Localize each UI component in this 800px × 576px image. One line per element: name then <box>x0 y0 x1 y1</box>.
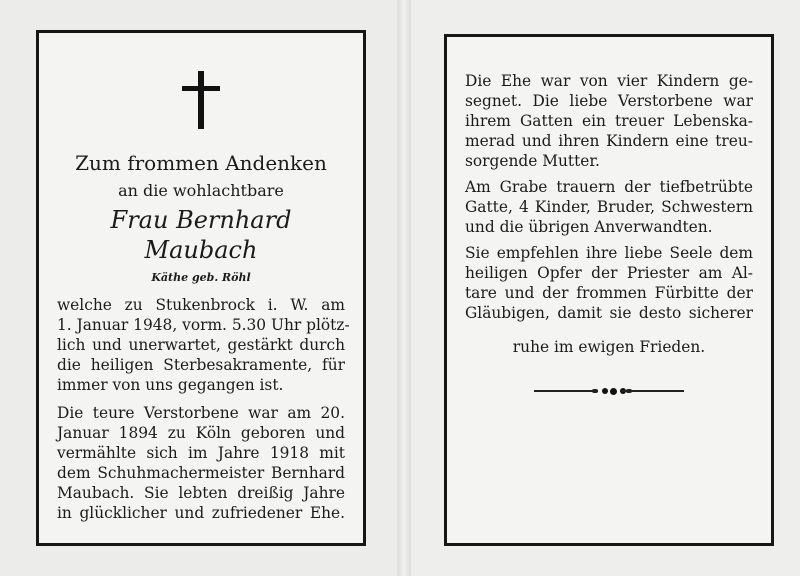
text-line: ihrem Gatten ein treuer Lebenska- <box>465 112 753 130</box>
closing-line: ruhe im ewigen Frieden. <box>512 338 706 356</box>
text-line: vermählte sich im Jahre 1918 mit <box>57 444 345 462</box>
text-line: immer von uns gegangen ist. <box>57 376 284 394</box>
ornament-divider <box>534 387 684 395</box>
text-line: welche zu Stukenbrock i. W. am <box>57 296 345 314</box>
text-line: sorgende Mutter. <box>465 152 600 170</box>
text-line: dem Schuhmachermeister Bernhard <box>57 464 345 482</box>
left-card-content <box>57 151 350 523</box>
biography-paragraph <box>57 403 345 523</box>
cross-icon <box>182 71 220 129</box>
text-line: Januar 1894 zu Köln geboren und <box>57 424 345 442</box>
card-fold <box>397 0 411 576</box>
birth-name: Käthe geb. Röhl <box>151 271 251 284</box>
text-line: lich und unerwartet, gestärkt durch <box>57 336 345 354</box>
mourners-paragraph <box>465 177 753 237</box>
text-line: Gläubigen, damit sie desto sicherer <box>465 304 753 322</box>
text-line: merad und ihren Kindern eine treu- <box>465 132 753 150</box>
right-card-content <box>465 71 753 357</box>
text-line: segnet. Die liebe Verstorbene war <box>465 92 753 110</box>
text-line: Maubach. Sie lebten dreißig Jahre <box>57 484 345 502</box>
text-line: tare und der frommen Fürbitte der <box>465 284 753 302</box>
prayer-paragraph <box>465 243 753 323</box>
text-line: Sie empfehlen ihre liebe Seele dem <box>465 244 753 262</box>
text-line: Die teure Verstorbene war am 20. <box>57 404 345 422</box>
text-line: die heiligen Sterbesakramente, für <box>57 356 345 374</box>
text-line: Gatte, 4 Kinder, Bruder, Schwestern <box>465 198 753 216</box>
text-line: Am Grabe trauern der tiefbetrübte <box>465 178 753 196</box>
text-line: Die Ehe war von vier Kindern ge- <box>465 72 753 90</box>
text-line: in glücklicher und zufriedener Ehe. <box>57 504 345 522</box>
family-paragraph <box>465 71 753 171</box>
deceased-name: Frau Bernhard Maubach <box>110 206 292 264</box>
right-memorial-card <box>444 34 774 546</box>
heading: Zum frommen Andenken <box>75 151 327 175</box>
left-memorial-card <box>36 30 366 546</box>
text-line: und die übrigen Anverwandten. <box>465 218 713 236</box>
death-paragraph <box>57 295 350 395</box>
text-line: heiligen Opfer der Priester am Al- <box>465 264 753 282</box>
text-line: 1. Januar 1948, vorm. 5.30 Uhr plötz- <box>57 316 350 334</box>
subheading: an die wohlachtbare <box>118 181 284 200</box>
